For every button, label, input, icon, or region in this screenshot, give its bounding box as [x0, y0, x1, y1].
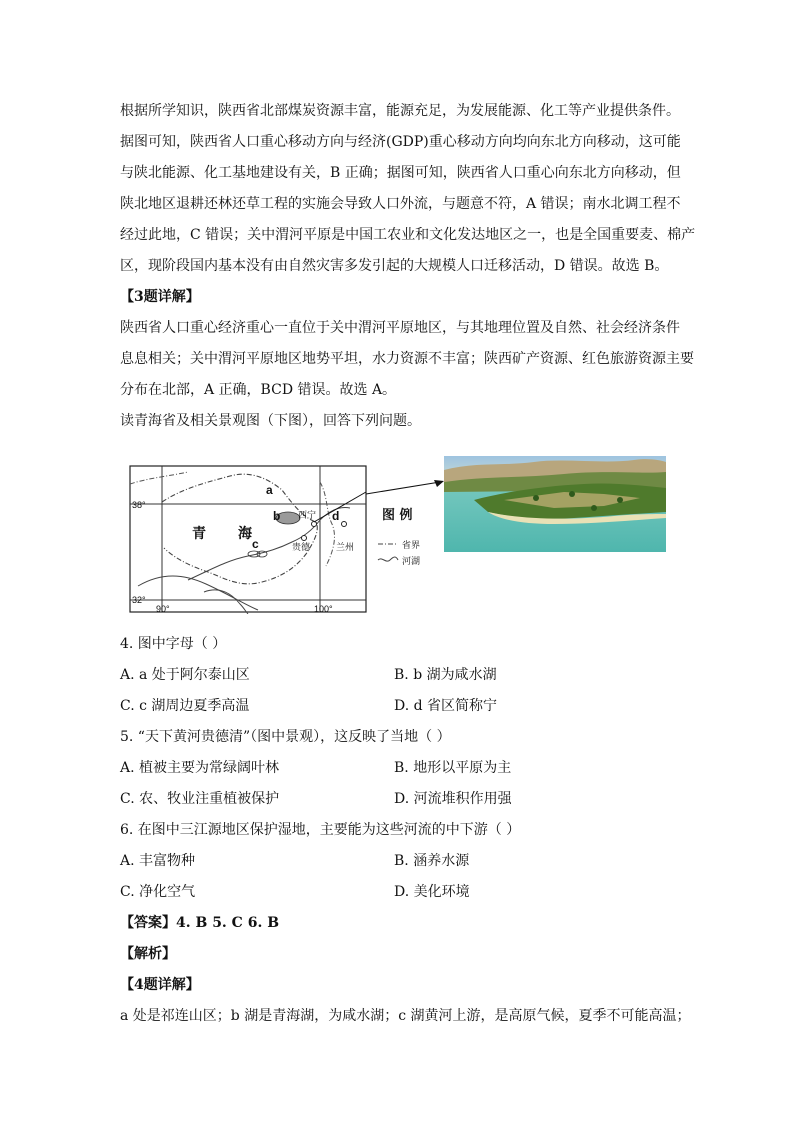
q6-option-c[interactable]: C. 净化空气 — [120, 884, 196, 900]
q3-line-1: 陕西省人口重心经济重心一直位于关中渭河平原地区，与其地理位置及自然、社会经济条件 — [120, 320, 680, 336]
legend-border-label: 省界 — [402, 541, 421, 551]
city-guide: 贵德 — [292, 543, 311, 553]
guide-marker — [302, 536, 307, 541]
letter-d: d — [332, 509, 340, 523]
photo-arrow — [366, 478, 446, 498]
lat-32-label: 32° — [132, 595, 146, 605]
analysis-header: 【解析】 — [120, 946, 176, 962]
q4-option-d[interactable]: D. d 省区简称宁 — [394, 698, 498, 714]
q4-detail-line: a 处是祁连山区；b 湖是青海湖，为咸水湖；c 湖黄河上游，是高原气候，夏季不可能高温； — [120, 1008, 691, 1024]
q6-option-b[interactable]: B. 涵养水源 — [394, 853, 470, 869]
q6-option-d[interactable]: D. 美化环境 — [394, 884, 470, 900]
q5-option-b[interactable]: B. 地形以平原为主 — [394, 760, 512, 776]
q5-option-d[interactable]: D. 河流堆积作用强 — [394, 791, 512, 807]
letter-b: b — [273, 509, 281, 523]
q4-option-a[interactable]: A. a 处于阿尔泰山区 — [120, 667, 250, 683]
letter-a: a — [266, 483, 273, 497]
q4-stem: 4. 图中字母（ ） — [120, 636, 227, 652]
paragraph-line-5: 经过此地，C 错误；关中渭河平原是中国工农业和文化发达地区之一，也是全国重要麦、棉产 — [120, 227, 696, 243]
province-name-1: 青 — [192, 526, 206, 542]
xining-marker — [312, 522, 317, 527]
q5-option-a[interactable]: A. 植被主要为常绿阔叶林 — [120, 760, 280, 776]
q6-stem: 6. 在图中三江源地区保护湿地，主要能为这些河流的中下游（ ） — [120, 822, 521, 838]
city-xining: 西宁 — [298, 511, 317, 521]
q4-option-b[interactable]: B. b 湖为咸水湖 — [394, 667, 497, 683]
city-lanzhou: 兰州 — [336, 543, 355, 553]
figure-intro: 读青海省及相关景观图（下图），回答下列问题。 — [120, 413, 421, 429]
legend-river-symbol — [378, 557, 398, 561]
q4-detail-header: 【4题详解】 — [120, 977, 200, 993]
lon-100-label: 100° — [314, 604, 333, 614]
letter-c: c — [252, 537, 259, 551]
legend-title: 图 例 — [382, 508, 413, 523]
guide-landscape-photo — [444, 456, 666, 552]
q6-option-a[interactable]: A. 丰富物种 — [120, 853, 196, 869]
q3-header: 【3题详解】 — [120, 289, 200, 305]
q3-line-2: 息息相关；关中渭河平原地区地势平坦，水力资源不丰富；陕西矿产资源、红色旅游资源主要 — [120, 351, 694, 367]
q3-line-3: 分布在北部，A 正确，BCD 错误。故选 A。 — [120, 382, 397, 398]
paragraph-line-1: 根据所学知识，陕西省北部煤炭资源丰富，能源充足，为发展能源、化工等产业提供条件。 — [120, 103, 680, 119]
lat-38-label: 38° — [132, 500, 146, 510]
paragraph-line-6: 区，现阶段国内基本没有由自然灾害多发引起的大规模人口迁移活动，D 错误。故选 B。 — [120, 258, 669, 274]
lon-90-label: 90° — [156, 604, 170, 614]
paragraph-line-3: 与陕北能源、化工基地建设有关，B 正确；据图可知，陕西省人口重心向东北方向移动，但 — [120, 165, 681, 181]
paragraph-line-2: 据图可知，陕西省人口重心移动方向与经济(GDP)重心移动方向均向东北方向移动，这可能 — [120, 134, 681, 150]
q4-option-c[interactable]: C. c 湖周边夏季高温 — [120, 698, 250, 714]
qinghai-map — [128, 462, 368, 614]
q5-option-c[interactable]: C. 农、牧业注重植被保护 — [120, 791, 280, 807]
paragraph-line-4: 陕北地区退耕还林还草工程的实施会导致人口外流，与题意不符，A 错误；南水北调工程不 — [120, 196, 681, 212]
map-legend — [376, 504, 442, 574]
answer-line: 【答案】4. B 5. C 6. B — [120, 915, 280, 931]
q5-stem: 5. “天下黄河贵德清”（图中景观），这反映了当地（ ） — [120, 729, 451, 745]
lanzhou-marker — [342, 522, 347, 527]
legend-river-label: 河湖 — [402, 557, 421, 567]
province-name-2: 海 — [238, 526, 252, 542]
